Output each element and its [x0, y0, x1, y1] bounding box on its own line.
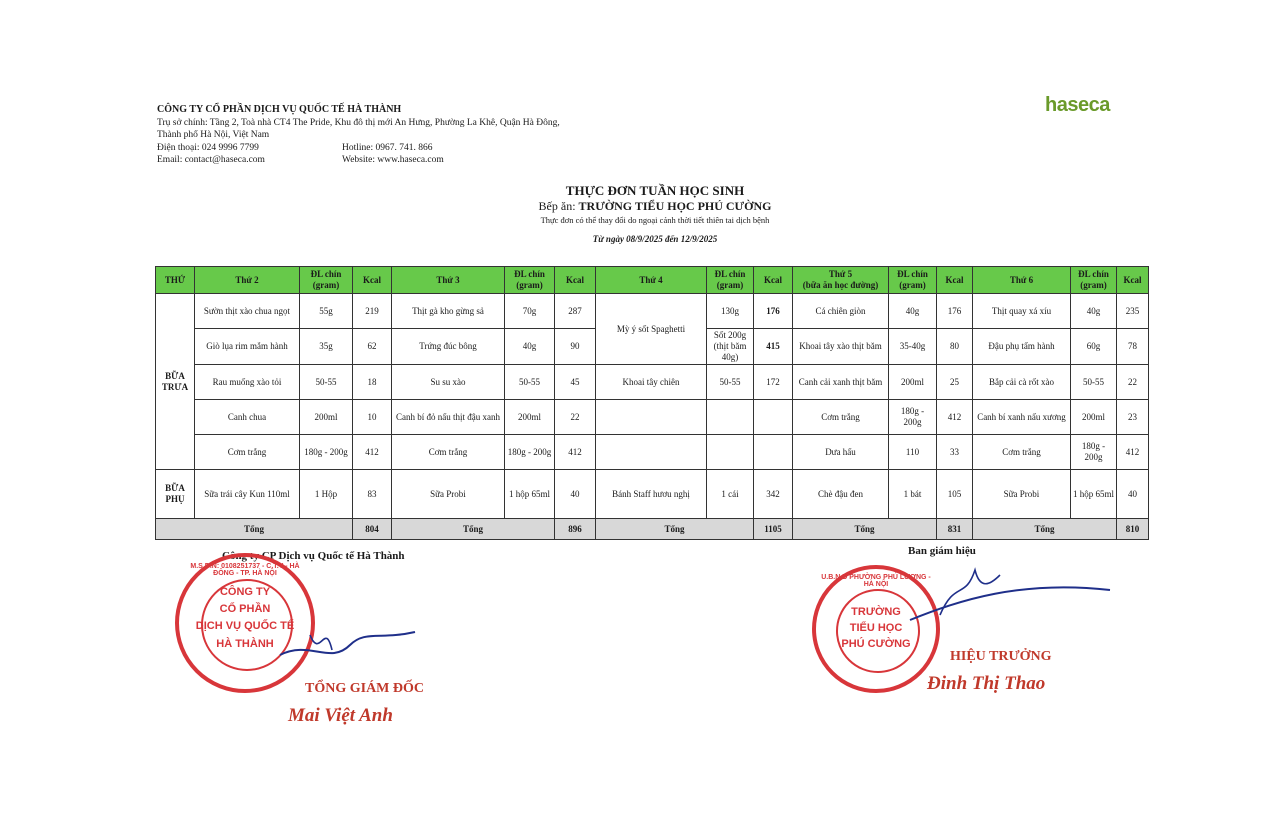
kcal-cell: 23: [1117, 400, 1149, 435]
company-address-1: Trụ sở chính: Tầng 2, Toà nhà CT4 The Pride, Khu đô thị mới An Hưng, Phường La Khê, Quận Hà Đông,: [157, 117, 560, 128]
stamp-line-3: PHÚ CƯỜNG: [841, 638, 911, 650]
right-handwritten-signature: [900, 560, 1120, 630]
header-kcal: Kcal: [353, 267, 392, 294]
kcal-cell: 83: [353, 470, 392, 519]
table-row: [156, 294, 1149, 329]
company-phone: Điện thoại: 024 9996 7799: [157, 142, 259, 153]
dish-cell: Thịt gà kho gừng sả: [392, 294, 505, 329]
weight-cell: 110: [889, 435, 937, 470]
left-signer-role: TỔNG GIÁM ĐỐC: [305, 681, 424, 696]
dish-cell: Trứng đúc bông: [392, 329, 505, 365]
weight-cell: 1 cái: [707, 470, 754, 519]
dish-cell: Rau muống xào tỏi: [195, 365, 300, 400]
total-value: 831: [937, 519, 973, 540]
total-label: Tổng: [156, 519, 353, 540]
weight-cell: 1 hộp 65ml: [505, 470, 555, 519]
weight-cell: 200ml: [505, 400, 555, 435]
total-label: Tổng: [596, 519, 754, 540]
dish-cell: Sữa trái cây Kun 110ml: [195, 470, 300, 519]
weight-cell: 55g: [300, 294, 353, 329]
dish-cell: Khoai tây xào thịt băm: [793, 329, 889, 365]
weight-cell: 1 bát: [889, 470, 937, 519]
weight-cell: 180g - 200g: [1071, 435, 1117, 470]
dish-cell: Bắp cải cà rốt xào: [973, 365, 1071, 400]
stamp-line-2: TIỂU HỌC: [849, 622, 903, 634]
weight-cell: 130g: [707, 294, 754, 329]
table-header-row: [156, 267, 1149, 294]
dish-cell: Khoai tây chiên: [596, 365, 707, 400]
weight-cell: [707, 400, 754, 435]
weight-cell: 180g - 200g: [889, 400, 937, 435]
right-signature-title: Ban giám hiệu: [908, 545, 976, 557]
kcal-cell: 45: [555, 365, 596, 400]
kcal-cell: 40: [1117, 470, 1149, 519]
header-kcal: Kcal: [1117, 267, 1149, 294]
dish-cell: Sườn thịt xào chua ngọt: [195, 294, 300, 329]
right-signer-name: Đinh Thị Thao: [927, 673, 1046, 694]
table-row: [156, 365, 1149, 400]
header-thu: THỨ: [156, 267, 195, 294]
weight-cell: 180g - 200g: [505, 435, 555, 470]
weight-cell: 40g: [889, 294, 937, 329]
menu-titles: [380, 183, 930, 244]
header-thu6: Thứ 6: [973, 267, 1071, 294]
header-thu2: Thứ 2: [195, 267, 300, 294]
kcal-cell: 80: [937, 329, 973, 365]
company-hotline: Hotline: 0967. 741. 866: [342, 142, 433, 153]
kcal-cell: [754, 400, 793, 435]
kcal-cell: 25: [937, 365, 973, 400]
menu-note: Thực đơn có thể thay đổi do ngoại cảnh thời tiết thiên tai dịch bệnh: [540, 215, 770, 225]
weight-cell: 50-55: [707, 365, 754, 400]
kcal-cell: 219: [353, 294, 392, 329]
totals-row: [156, 519, 1149, 540]
kitchen-line: [380, 199, 930, 214]
kcal-cell: 10: [353, 400, 392, 435]
kcal-cell: 176: [937, 294, 973, 329]
weekly-menu-table: [155, 266, 1149, 540]
weight-cell: 200ml: [300, 400, 353, 435]
kitchen-prefix: Bếp ăn:: [538, 199, 579, 213]
kcal-cell: 287: [555, 294, 596, 329]
stamp-line-1: CÔNG TY: [219, 586, 271, 598]
dish-cell: [596, 435, 707, 470]
dish-cell: Bánh Staff hươu nghị: [596, 470, 707, 519]
dish-cell: Dưa hấu: [793, 435, 889, 470]
table-row: [156, 435, 1149, 470]
meal-lunch-label: BỮA TRƯA: [156, 294, 195, 470]
total-value: 810: [1117, 519, 1149, 540]
total-value: 896: [555, 519, 596, 540]
logo-part-2: aseca: [1056, 94, 1110, 116]
header-kcal: Kcal: [555, 267, 596, 294]
weight-cell: 35g: [300, 329, 353, 365]
total-label: Tổng: [793, 519, 937, 540]
company-website: Website: www.haseca.com: [342, 155, 444, 165]
kitchen-name: TRƯỜNG TIỂU HỌC PHÚ CƯỜNG: [578, 199, 772, 213]
weight-cell: 40g: [1071, 294, 1117, 329]
page-title: THỰC ĐƠN TUẦN HỌC SINH: [565, 183, 745, 198]
kcal-cell: 172: [754, 365, 793, 400]
kcal-cell: 33: [937, 435, 973, 470]
kcal-cell: 412: [1117, 435, 1149, 470]
weight-cell: 200ml: [889, 365, 937, 400]
header-dl: ĐL chín (gram): [1071, 267, 1117, 294]
table-row: [156, 470, 1149, 519]
kcal-cell: 412: [555, 435, 596, 470]
meal-snack-label: BỮA PHỤ: [156, 470, 195, 519]
dish-cell: Canh cải xanh thịt băm: [793, 365, 889, 400]
weight-cell: [707, 435, 754, 470]
kcal-cell: [754, 435, 793, 470]
weight-cell: 1 Hộp: [300, 470, 353, 519]
total-value: 804: [353, 519, 392, 540]
dish-cell: Giò lụa rim mắm hành: [195, 329, 300, 365]
weight-cell: Sốt 200g (thịt băm 40g): [707, 329, 754, 365]
right-signer-role: HIỆU TRƯỞNG: [950, 649, 1052, 664]
left-signer-name: Mai Việt Anh: [288, 705, 393, 726]
stamp-line-3: DỊCH VỤ QUỐC TẾ: [195, 620, 295, 632]
kcal-cell: 22: [1117, 365, 1149, 400]
total-value: 1105: [754, 519, 793, 540]
company-name: CÔNG TY CỔ PHẦN DỊCH VỤ QUỐC TẾ HÀ THÀNH: [157, 104, 402, 115]
kcal-cell: 62: [353, 329, 392, 365]
company-header: [157, 104, 560, 167]
kcal-cell: 40: [555, 470, 596, 519]
weight-cell: 60g: [1071, 329, 1117, 365]
weight-cell: 40g: [505, 329, 555, 365]
kcal-cell: 415: [754, 329, 793, 365]
kcal-cell: 105: [937, 470, 973, 519]
dish-cell: Cơm trắng: [392, 435, 505, 470]
header-dl: ĐL chín (gram): [505, 267, 555, 294]
kcal-cell: 22: [555, 400, 596, 435]
weight-cell: 200ml: [1071, 400, 1117, 435]
dish-cell: Chè đậu đen: [793, 470, 889, 519]
dish-cell: Cơm trắng: [195, 435, 300, 470]
weight-cell: 50-55: [300, 365, 353, 400]
stamp-line-4: HÀ THÀNH: [216, 638, 274, 650]
weight-cell: 50-55: [505, 365, 555, 400]
header-dl: ĐL chín (gram): [889, 267, 937, 294]
kcal-cell: 78: [1117, 329, 1149, 365]
left-handwritten-signature: [270, 610, 420, 670]
left-signature-title: Công ty CP Dịch vụ Quốc tế Hà Thành: [222, 550, 405, 562]
table-row: [156, 400, 1149, 435]
stamp-ring-text: U.B.N.D PHƯỜNG PHÚ LƯƠNG - HÀ NỘI: [821, 574, 931, 588]
dish-cell: [596, 400, 707, 435]
dish-cell: Canh bí đỏ nấu thịt đậu xanh: [392, 400, 505, 435]
weight-cell: 70g: [505, 294, 555, 329]
kcal-cell: 176: [754, 294, 793, 329]
total-label: Tổng: [973, 519, 1117, 540]
dish-cell: Thịt quay xá xíu: [973, 294, 1071, 329]
dish-cell: Canh bí xanh nấu xương: [973, 400, 1071, 435]
header-thu3: Thứ 3: [392, 267, 505, 294]
company-address-2: Thành phố Hà Nội, Việt Nam: [157, 130, 270, 140]
header-kcal: Kcal: [937, 267, 973, 294]
weight-cell: 35-40g: [889, 329, 937, 365]
header-thu4: Thứ 4: [596, 267, 707, 294]
dish-cell: Su su xào: [392, 365, 505, 400]
kcal-cell: 412: [353, 435, 392, 470]
kcal-cell: 235: [1117, 294, 1149, 329]
date-range: Từ ngày 08/9/2025 đến 12/9/2025: [592, 234, 718, 244]
kcal-cell: 412: [937, 400, 973, 435]
header-dl: ĐL chín (gram): [300, 267, 353, 294]
total-label: Tổng: [392, 519, 555, 540]
dish-cell: Cơm trắng: [793, 400, 889, 435]
header-dl: ĐL chín (gram): [707, 267, 754, 294]
dish-cell: Đậu phụ tẩm hành: [973, 329, 1071, 365]
weight-cell: 1 hộp 65ml: [1071, 470, 1117, 519]
dish-cell: Mỳ ý sốt Spaghetti: [596, 294, 707, 365]
stamp-line-1: TRƯỜNG: [851, 606, 901, 618]
kcal-cell: 18: [353, 365, 392, 400]
dish-cell: Cá chiên giòn: [793, 294, 889, 329]
dish-cell: Sữa Probi: [973, 470, 1071, 519]
kcal-cell: 90: [555, 329, 596, 365]
header-thu5: Thứ 5 (bữa ăn học đường): [793, 267, 889, 294]
logo-part-1: h: [1045, 94, 1057, 116]
header-kcal: Kcal: [754, 267, 793, 294]
dish-cell: Cơm trắng: [973, 435, 1071, 470]
haseca-logo: [1045, 94, 1110, 117]
dish-cell: Sữa Probi: [392, 470, 505, 519]
dish-cell: Canh chua: [195, 400, 300, 435]
stamp-ring-text: M.S.D.N: 0108251737 - C.T.Y - HÀ ĐÔNG - TP. HÀ NỘI: [190, 563, 300, 577]
stamp-line-2: CỔ PHẦN: [219, 603, 271, 615]
weight-cell: 180g - 200g: [300, 435, 353, 470]
company-email: Email: contact@haseca.com: [157, 155, 265, 165]
weight-cell: 50-55: [1071, 365, 1117, 400]
kcal-cell: 342: [754, 470, 793, 519]
